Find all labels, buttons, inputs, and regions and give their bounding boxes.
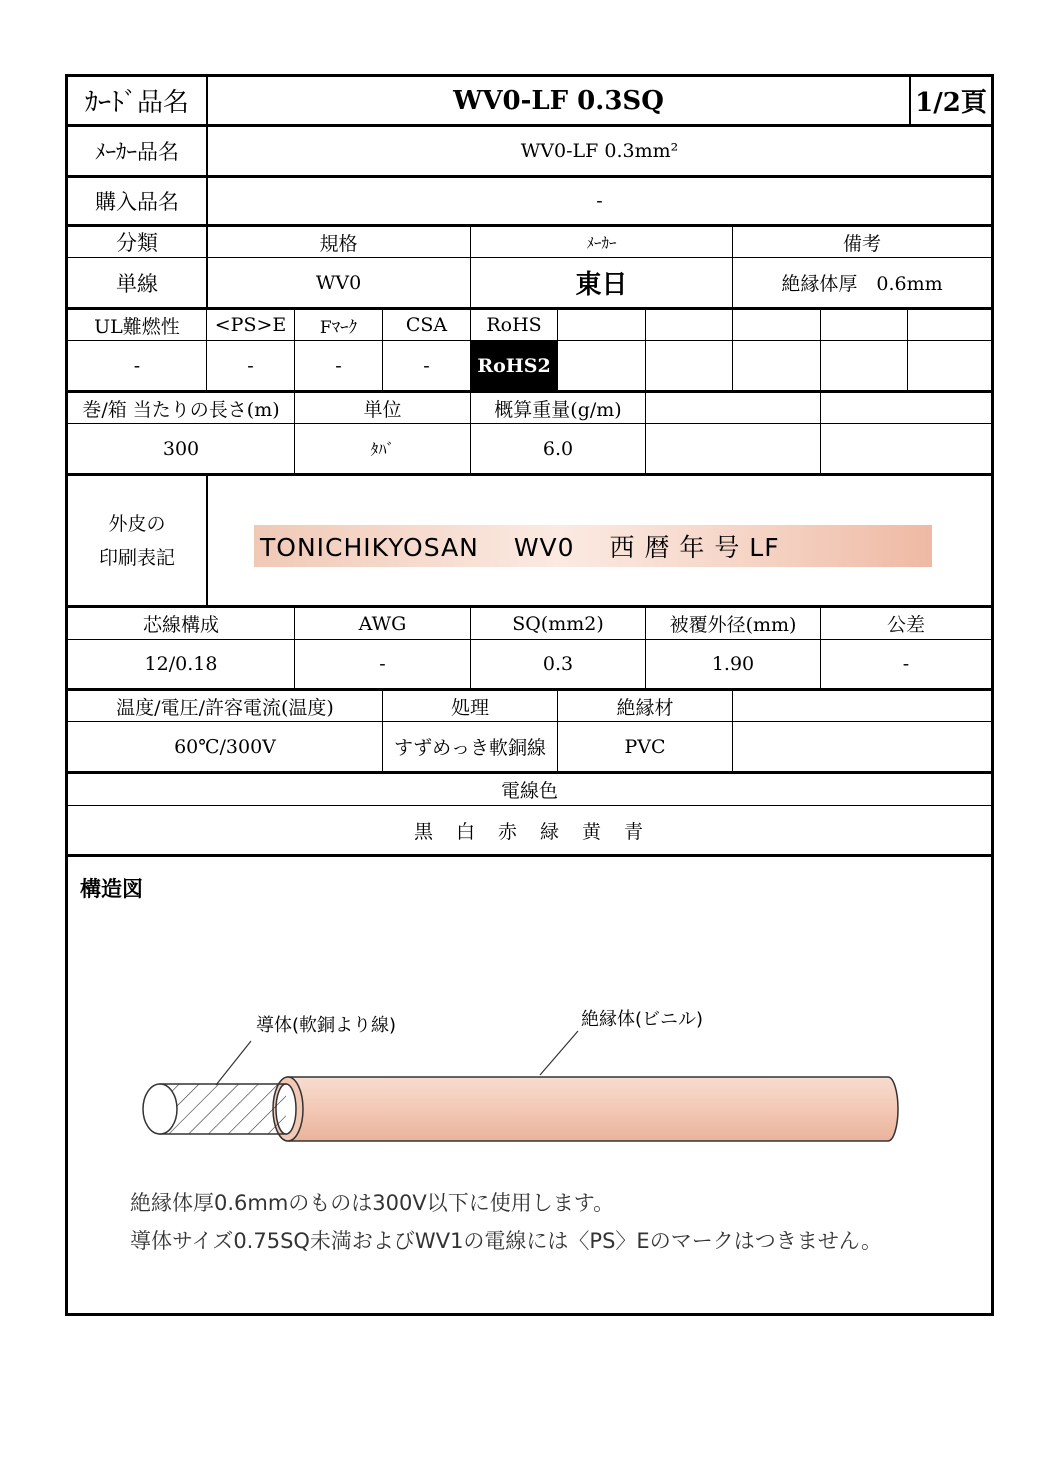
weight-value: 6.0 [542, 437, 574, 460]
length-header: 巻/箱 当たりの長さ(m) [82, 398, 280, 421]
card-name-label: ｶｰﾄﾞ品名 [84, 88, 189, 118]
awg-value: - [379, 653, 386, 675]
sq-value: 0.3 [542, 653, 574, 675]
remarks-value: 絶縁体厚 0.6mm [781, 273, 943, 295]
conductor-label: 導体(軟銅より線) [256, 1015, 397, 1036]
insulation-header: 絶縁材 [616, 696, 674, 719]
weight-header: 概算重量(g/m) [494, 398, 622, 421]
printing-band [254, 525, 932, 567]
maker-name-label: ﾒｰｶｰ品名 [95, 140, 179, 164]
conductor-leader [216, 1041, 251, 1085]
page-number: 1/2頁 [915, 88, 987, 118]
wire-color-header: 電線色 [500, 780, 558, 802]
insulation-body [288, 1077, 898, 1141]
purchase-name-label: 購入品名 [95, 190, 179, 214]
class-header: 分類 [116, 231, 158, 255]
fmark-value: - [335, 354, 342, 377]
construction-header: 芯線構成 [142, 614, 219, 636]
remarks-header: 備考 [842, 232, 881, 255]
pse-header: <PS>E [214, 314, 287, 336]
cable-diagram [68, 977, 991, 1167]
rohs-header: RoHS [486, 314, 542, 336]
spec-sheet [65, 74, 994, 1316]
awg-header: AWG [358, 612, 407, 635]
treatment-header: 処理 [450, 696, 489, 719]
insulation-value: PVC [624, 735, 666, 758]
rating-header: 温度/電圧/許容電流(温度) [116, 696, 334, 719]
pse-value: - [247, 354, 254, 377]
treatment-value: すずめっき軟銅線 [393, 737, 546, 759]
diagram-title: 構造図 [80, 877, 143, 901]
maker-header: ﾒｰｶｰ [586, 233, 617, 252]
standard-value: WV0 [315, 271, 362, 294]
standard-header: 規格 [319, 232, 358, 255]
printing-label-line2: 印刷表記 [98, 546, 175, 569]
wire-color-values: 黒 白 赤 緑 黄 青 [413, 820, 645, 843]
printing-label-line1: 外皮の [108, 512, 166, 535]
fmark-header: Fﾏｰｸ [319, 317, 358, 338]
od-value: 1.90 [711, 653, 755, 675]
ul-value: - [133, 354, 141, 377]
purchase-name-value: - [596, 190, 603, 212]
tolerance-value: - [902, 653, 910, 675]
note-line-2: 導体サイズ0.75SQ未満およびWV1の電線には〈PS〉Eのマークはつきません。 [130, 1229, 882, 1253]
conductor-body [160, 1084, 286, 1134]
insulation-label: 絶縁体(ビニル) [581, 1009, 704, 1030]
class-value: 単線 [116, 271, 158, 296]
ul-header: UL難燃性 [94, 315, 180, 338]
unit-value: ﾀﾊﾞ [370, 440, 395, 459]
maker-name-value: WV0-LF 0.3mm² [520, 140, 679, 162]
csa-header: CSA [405, 314, 448, 336]
printing-label [68, 476, 206, 605]
unit-header: 単位 [363, 398, 402, 421]
length-value: 300 [162, 437, 200, 460]
od-header: 被覆外径(mm) [669, 614, 797, 636]
note-line-1: 絶縁体厚0.6mmのものは300V以下に使用します。 [130, 1191, 615, 1215]
insulation-leader [540, 1031, 578, 1075]
rating-value: 60℃/300V [174, 735, 276, 758]
maker-value: 東日 [575, 270, 628, 300]
sq-header: SQ(mm2) [512, 612, 604, 635]
conductor-end [143, 1084, 177, 1134]
construction-value: 12/0.18 [144, 653, 218, 675]
csa-value: - [423, 354, 430, 377]
tolerance-header: 公差 [886, 614, 925, 636]
printing-text: TONICHIKYOSAN WV0 西 暦 年 号 LF [260, 533, 780, 562]
card-name-value: WV0-LF 0.3SQ [453, 85, 664, 116]
rohs2-badge: RoHS2 [471, 341, 557, 390]
